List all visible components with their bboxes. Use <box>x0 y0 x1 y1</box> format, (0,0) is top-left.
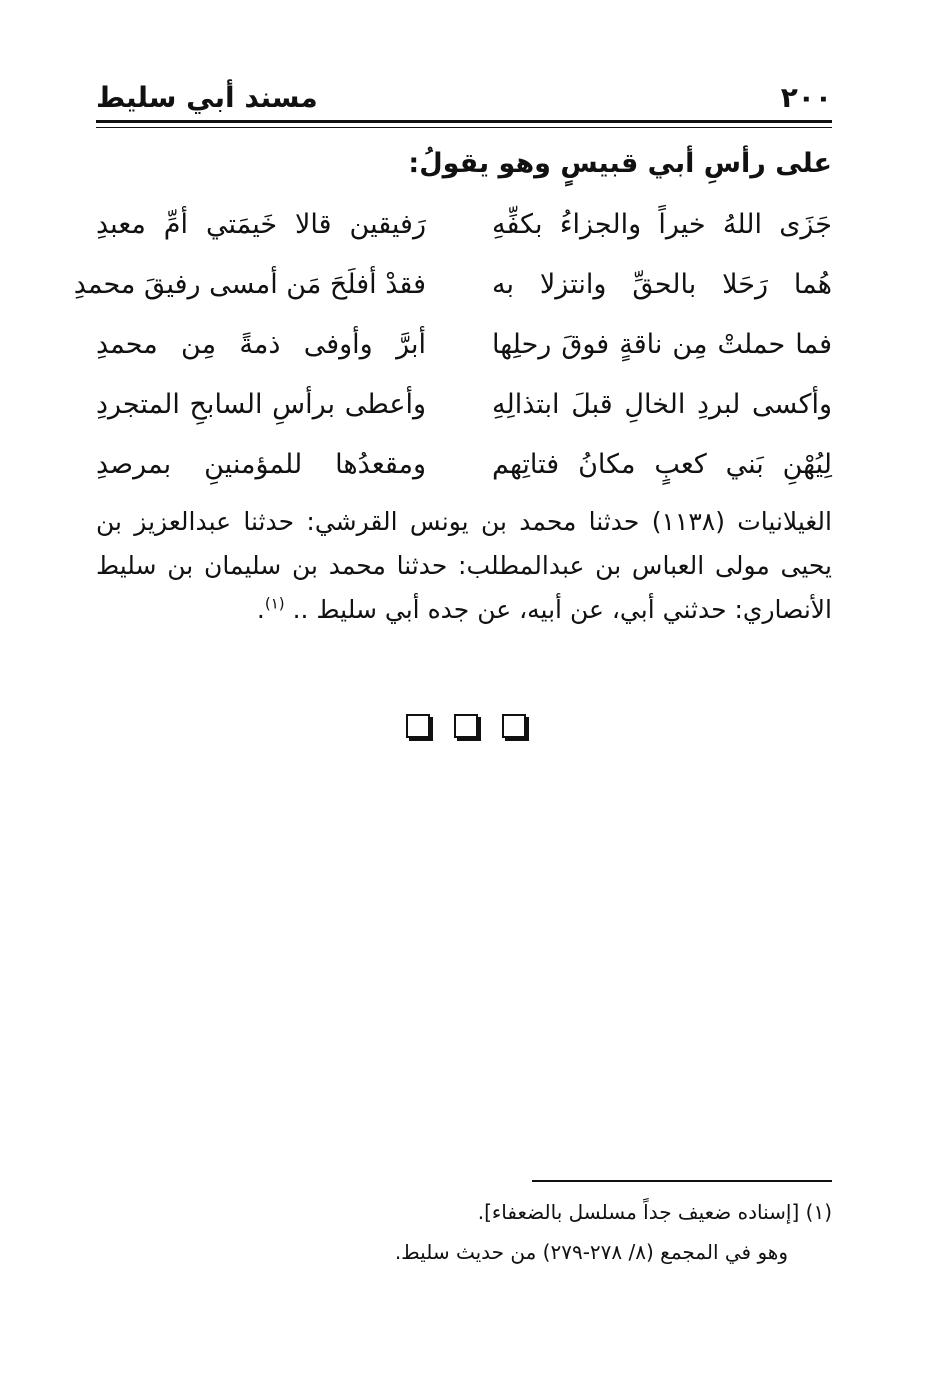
page-number: ٢٠٠ <box>780 81 832 114</box>
footnote-reference: (١) <box>264 594 285 613</box>
verse-first-hemistich: هُما رَحَلا بالحقِّ وانتزلا به <box>492 269 832 300</box>
narration-text: الغيلانيات (١١٣٨) حدثنا محمد بن يونس القرشي: حدثنا عبدالعزيز بن يحيى مولى العباس بن عبدالمطلب: حدثنا محمد بن سليمان بن سليط الأنصاري: حدثني أبي، عن أبيه، عن جده أبي سليط .. <box>96 507 832 624</box>
poem-verse <box>96 380 832 440</box>
intro-line: على رأسِ أبي قبيسٍ وهو يقولُ: <box>408 148 832 179</box>
poem-verse <box>96 200 832 260</box>
verse-first-hemistich: فما حملتْ مِن ناقةٍ فوقَ رحلِها <box>492 329 832 360</box>
separator-box-icon <box>454 714 478 738</box>
verse-first-hemistich: وأكسى لبردِ الخالِ قبلَ ابتذالِهِ <box>492 389 832 420</box>
poem <box>73 200 832 500</box>
header-rule-thin <box>96 127 832 128</box>
running-title: مسند أبي سليط <box>96 81 318 114</box>
verse-first-hemistich: جَزَى اللهُ خيراً والجزاءُ بكفِّهِ <box>492 209 832 240</box>
narration-end: . <box>256 595 265 624</box>
separator-box-icon <box>502 714 526 738</box>
poem-verse <box>96 440 832 500</box>
page-header <box>96 78 832 118</box>
verse-second-hemistich: ومقعدُها للمؤمنينِ بمرصدِ <box>96 449 426 480</box>
poem-verse <box>96 320 832 380</box>
footnote-1-continuation: وهو في المجمع (٨/ ٢٧٨-٢٧٩) من حديث سليط. <box>394 1240 788 1264</box>
verse-second-hemistich: وأعطى برأسِ السابحِ المتجردِ <box>96 389 426 420</box>
section-separator <box>406 712 526 740</box>
narration-paragraph <box>96 500 832 632</box>
separator-box-icon <box>406 714 430 738</box>
footnote-1: (١) [إسناده ضعيف جداً مسلسل بالضعفاء]. <box>477 1200 832 1224</box>
header-rule <box>96 120 832 123</box>
verse-second-hemistich: فقدْ أفلَحَ مَن أمسى رفيقَ محمدِ <box>73 269 426 300</box>
verse-first-hemistich: لِيُهْنِ بَني كعبٍ مكانُ فتاتِهم <box>492 449 832 480</box>
footnotes <box>96 1192 832 1272</box>
footnote-rule <box>532 1180 832 1182</box>
verse-second-hemistich: رَفيقين قالا خَيمَتي أمِّ معبدِ <box>96 209 426 240</box>
poem-verse <box>73 260 832 320</box>
verse-second-hemistich: أبرَّ وأوفى ذمةً مِن محمدِ <box>96 329 426 360</box>
